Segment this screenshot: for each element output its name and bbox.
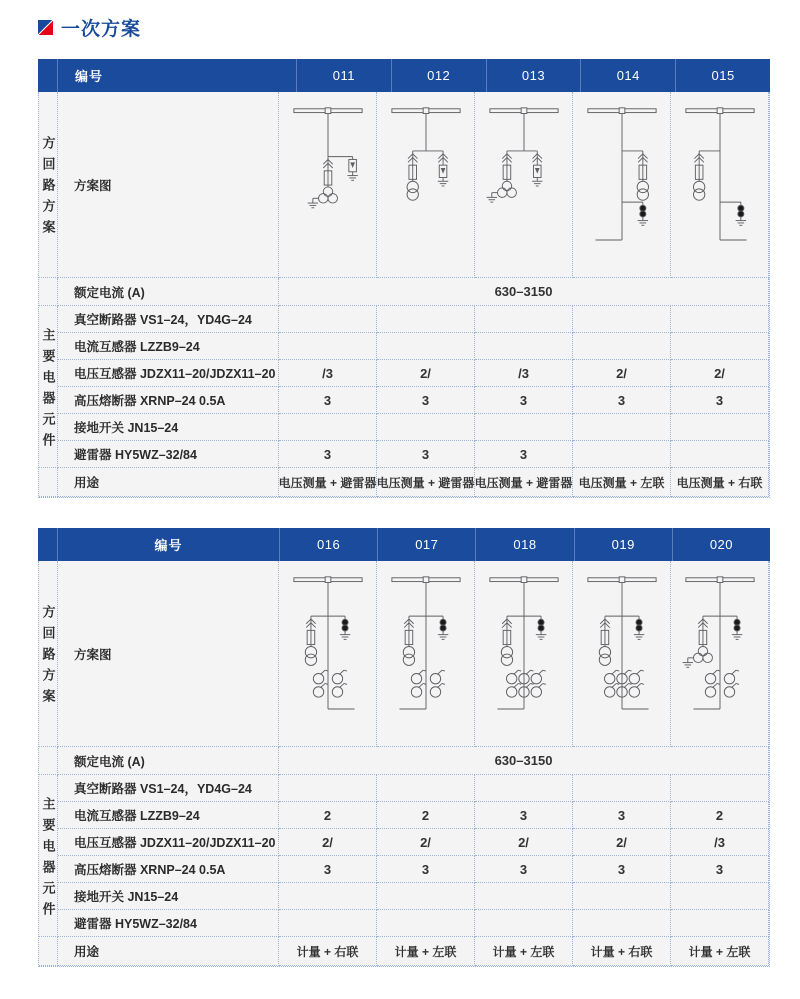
- value-cell: 2/: [475, 829, 573, 856]
- value-cell: 3: [573, 387, 671, 414]
- usage-cell: 计量 + 左联: [377, 937, 475, 966]
- col-header-scheme: 020: [672, 528, 770, 561]
- usage-cell: 电压测量 + 避雷器: [377, 468, 475, 497]
- value-cell: [573, 883, 671, 910]
- scheme-cell: [573, 561, 671, 747]
- row-label-scheme: 方案图: [58, 561, 279, 747]
- value-cell: [279, 883, 377, 910]
- value-cell: [475, 333, 573, 360]
- value-cell: [671, 333, 769, 360]
- header-strip: [38, 528, 58, 561]
- usage-cell: 计量 + 右联: [279, 937, 377, 966]
- value-cell: [475, 306, 573, 333]
- value-cell: 3: [377, 856, 475, 883]
- side-label-circuit-scheme: 方回路方案: [39, 561, 58, 747]
- scheme-diagram-011: [280, 96, 376, 276]
- value-cell: [475, 775, 573, 802]
- value-cell: /3: [279, 360, 377, 387]
- usage-cell: 计量 + 左联: [475, 937, 573, 966]
- row-label-usage: 用途: [58, 937, 279, 966]
- value-cell: 3: [671, 856, 769, 883]
- usage-cell: 计量 + 右联: [573, 937, 671, 966]
- scheme-diagram-013: [476, 96, 572, 276]
- col-header-scheme: 016: [279, 528, 377, 561]
- row-label-rated-current: 额定电流 (A): [58, 278, 279, 306]
- value-cell: /3: [475, 360, 573, 387]
- table-body: [38, 92, 770, 498]
- strip-gap: [39, 747, 58, 775]
- scheme-cell: [475, 561, 573, 747]
- col-header-scheme: 014: [580, 59, 675, 92]
- value-cell: [671, 414, 769, 441]
- value-cell: [377, 414, 475, 441]
- side-label-main-components: 主要电器元件: [39, 775, 58, 937]
- value-cell: 2: [377, 802, 475, 829]
- usage-cell: 电压测量 + 左联: [573, 468, 671, 497]
- usage-cell: 电压测量 + 避雷器: [279, 468, 377, 497]
- value-cell: [671, 441, 769, 468]
- scheme-cell: [279, 561, 377, 747]
- value-cell: 3: [279, 441, 377, 468]
- usage-cell: 计量 + 左联: [671, 937, 769, 966]
- value-cell: [377, 306, 475, 333]
- value-cell: [475, 910, 573, 937]
- value-cell: 3: [475, 441, 573, 468]
- value-cell: [279, 414, 377, 441]
- table-body: [38, 561, 770, 967]
- col-header-scheme: 015: [675, 59, 770, 92]
- usage-cell: 电压测量 + 避雷器: [475, 468, 573, 497]
- value-cell: 2: [279, 802, 377, 829]
- value-cell: 3: [279, 856, 377, 883]
- scheme-cell: [279, 92, 377, 278]
- value-cell: [475, 414, 573, 441]
- scheme-diagram-015: [672, 96, 768, 276]
- value-cell: 2/: [671, 360, 769, 387]
- value-cell: [573, 306, 671, 333]
- row-label-voltage-transformer: 电压互感器 JDZX11–20/JDZX11–20: [58, 360, 279, 387]
- value-cell: 2/: [377, 829, 475, 856]
- row-label-vacuum-breaker: 真空断路器 VS1–24，YD4G–24: [58, 306, 279, 333]
- value-cell: [573, 910, 671, 937]
- scheme-cell: [671, 92, 769, 278]
- side-label-circuit-scheme: 方回路方案: [39, 92, 58, 278]
- scheme-cell: [377, 92, 475, 278]
- value-cell: [671, 775, 769, 802]
- rated-current-value: 630–3150: [279, 747, 769, 775]
- value-cell: [671, 883, 769, 910]
- value-cell: 2/: [573, 829, 671, 856]
- col-header-scheme: 019: [574, 528, 672, 561]
- row-label-earthing-switch: 接地开关 JN15–24: [58, 883, 279, 910]
- scheme-diagram-012: [378, 96, 474, 276]
- table-header: [38, 528, 770, 561]
- row-label-voltage-transformer: 电压互感器 JDZX11–20/JDZX11–20: [58, 829, 279, 856]
- strip-gap: [39, 937, 58, 966]
- strip-gap: [39, 468, 58, 497]
- row-label-surge-arrester: 避雷器 HY5WZ–32/84: [58, 910, 279, 937]
- value-cell: [377, 883, 475, 910]
- section-title: [38, 14, 770, 41]
- scheme-diagram-016: [280, 565, 376, 745]
- value-cell: [377, 910, 475, 937]
- value-cell: [279, 910, 377, 937]
- value-cell: 3: [671, 387, 769, 414]
- value-cell: 2: [671, 802, 769, 829]
- scheme-diagram-014: [574, 96, 670, 276]
- value-cell: [573, 775, 671, 802]
- row-label-usage: 用途: [58, 468, 279, 497]
- value-cell: 2/: [377, 360, 475, 387]
- scheme-cell: [573, 92, 671, 278]
- row-label-current-transformer: 电流互感器 LZZB9–24: [58, 802, 279, 829]
- scheme-table-2: [38, 528, 770, 967]
- col-header-scheme: 018: [475, 528, 573, 561]
- col-header-scheme: 012: [391, 59, 486, 92]
- row-label-hv-fuse: 高压熔断器 XRNP–24 0.5A: [58, 856, 279, 883]
- row-label-rated-current: 额定电流 (A): [58, 747, 279, 775]
- value-cell: [377, 775, 475, 802]
- value-cell: [573, 414, 671, 441]
- row-label-earthing-switch: 接地开关 JN15–24: [58, 414, 279, 441]
- value-cell: 3: [377, 387, 475, 414]
- value-cell: 3: [475, 387, 573, 414]
- table-header: [38, 59, 770, 92]
- value-cell: 3: [279, 387, 377, 414]
- row-label-hv-fuse: 高压熔断器 XRNP–24 0.5A: [58, 387, 279, 414]
- col-header-scheme: 011: [296, 59, 391, 92]
- value-cell: 3: [377, 441, 475, 468]
- row-label-scheme: 方案图: [58, 92, 279, 278]
- value-cell: [279, 306, 377, 333]
- page-title: 一次方案: [61, 19, 142, 40]
- col-header-number: 编号: [75, 69, 104, 84]
- value-cell: [671, 306, 769, 333]
- scheme-diagram-017: [378, 565, 474, 745]
- strip-gap: [39, 278, 58, 306]
- scheme-diagram-019: [574, 565, 670, 745]
- value-cell: 2/: [279, 829, 377, 856]
- value-cell: [573, 441, 671, 468]
- col-header-scheme: 017: [377, 528, 475, 561]
- scheme-cell: [377, 561, 475, 747]
- section-marker-icon: [38, 20, 53, 35]
- side-label-main-components: 主要电器元件: [39, 306, 58, 468]
- value-cell: 3: [573, 856, 671, 883]
- value-cell: [671, 910, 769, 937]
- scheme-table-1: [38, 59, 770, 498]
- row-label-current-transformer: 电流互感器 LZZB9–24: [58, 333, 279, 360]
- col-header-number: 编号: [154, 538, 183, 553]
- scheme-cell: [475, 92, 573, 278]
- value-cell: 2/: [573, 360, 671, 387]
- row-label-vacuum-breaker: 真空断路器 VS1–24，YD4G–24: [58, 775, 279, 802]
- header-strip: [38, 59, 58, 92]
- col-header-scheme: 013: [486, 59, 581, 92]
- scheme-cell: [671, 561, 769, 747]
- value-cell: [279, 333, 377, 360]
- value-cell: [573, 333, 671, 360]
- value-cell: 3: [475, 856, 573, 883]
- scheme-diagram-020: [672, 565, 768, 745]
- value-cell: 3: [475, 802, 573, 829]
- rated-current-value: 630–3150: [279, 278, 769, 306]
- value-cell: /3: [671, 829, 769, 856]
- row-label-surge-arrester: 避雷器 HY5WZ–32/84: [58, 441, 279, 468]
- scheme-diagram-018: [476, 565, 572, 745]
- usage-cell: 电压测量 + 右联: [671, 468, 769, 497]
- value-cell: 3: [573, 802, 671, 829]
- value-cell: [279, 775, 377, 802]
- value-cell: [475, 883, 573, 910]
- value-cell: [377, 333, 475, 360]
